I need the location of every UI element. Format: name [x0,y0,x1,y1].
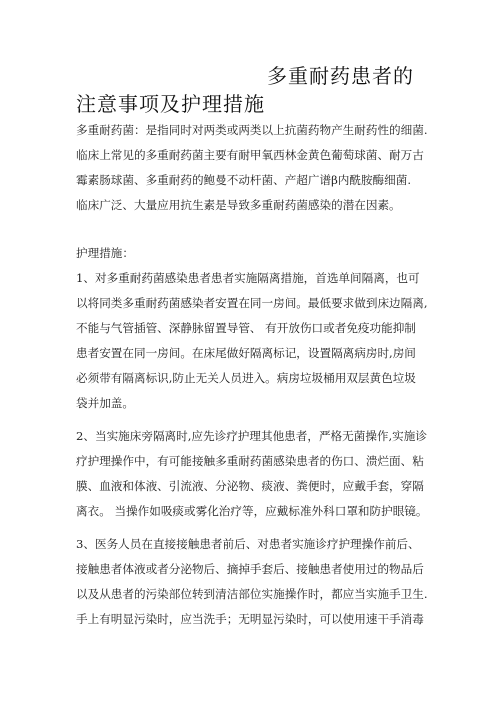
text-line: 3、医务人员在直接接触患者前后、对患者实施诊疗护理操作前后、 [76,537,420,551]
text-line: 疗护理操作中，有可能接触多重耐药菌感染患者的伤口、溃烂面、粘 [76,454,424,468]
document-title-line-1: 多重耐药患者的 [267,64,414,88]
text-line: 临床上常见的多重耐药菌主要有耐甲氧西林金黄色葡萄球菌、耐万古 [76,148,424,162]
text-line: 以将同类多重耐药菌感染者安置在同一房间。最低要求做到床边隔离, [76,296,428,310]
text-line: 临床广泛、大量应用抗生素是导致多重耐药菌感染的潜在因素。 [76,198,401,212]
text-line: 离衣。 当操作如吸痰或雾化治疗等，应戴标准外科口罩和防护眼镜。 [76,504,428,518]
text-line: 霉素肠球菌、多重耐药的鲍曼不动杆菌、产超广谱β内酰胺酶细菌. [76,173,412,187]
text-line: 多重耐药菌：是指同时对两类或两类以上抗菌药物产生耐药性的细菌. [76,123,428,137]
text-line: 1、对多重耐药菌感染患者患者实施隔离措施，首选单间隔离，也可 [76,271,420,285]
text-line: 袋并加盖。 [76,396,134,410]
text-line: 不能与气管插管、深静脉留置导管、 有开放伤口或者免疫功能抑制 [76,321,416,335]
text-line: 2、当实施床旁隔离时,应先诊疗护理其他患者，严格无菌操作,实施诊 [76,429,427,443]
text-line: 以及从患者的污染部位转到清洁部位实施操作时，都应当实施手卫生. [76,587,428,601]
text-line: 患者安置在同一房间。在床尾做好隔离标记，设置隔离病房时,房间 [76,346,416,360]
text-line: 接触患者体液或者分泌物后、摘掉手套后、接触患者使用过的物品后 [76,562,424,576]
text-line: 手上有明显污染时，应当洗手；无明显污染时，可以使用速干手消毒 [76,612,424,626]
document-title-line-2: 注意事项及护理措施 [76,92,265,116]
section-heading: 护理措施： [76,246,134,260]
text-line: 必须带有隔离标识,防止无关人员进入。病房垃圾桶用双层黄色垃圾 [76,371,416,385]
text-line: 膜、血液和体液、引流液、分泌物、痰液、粪便时，应戴手套，穿隔 [76,479,424,493]
